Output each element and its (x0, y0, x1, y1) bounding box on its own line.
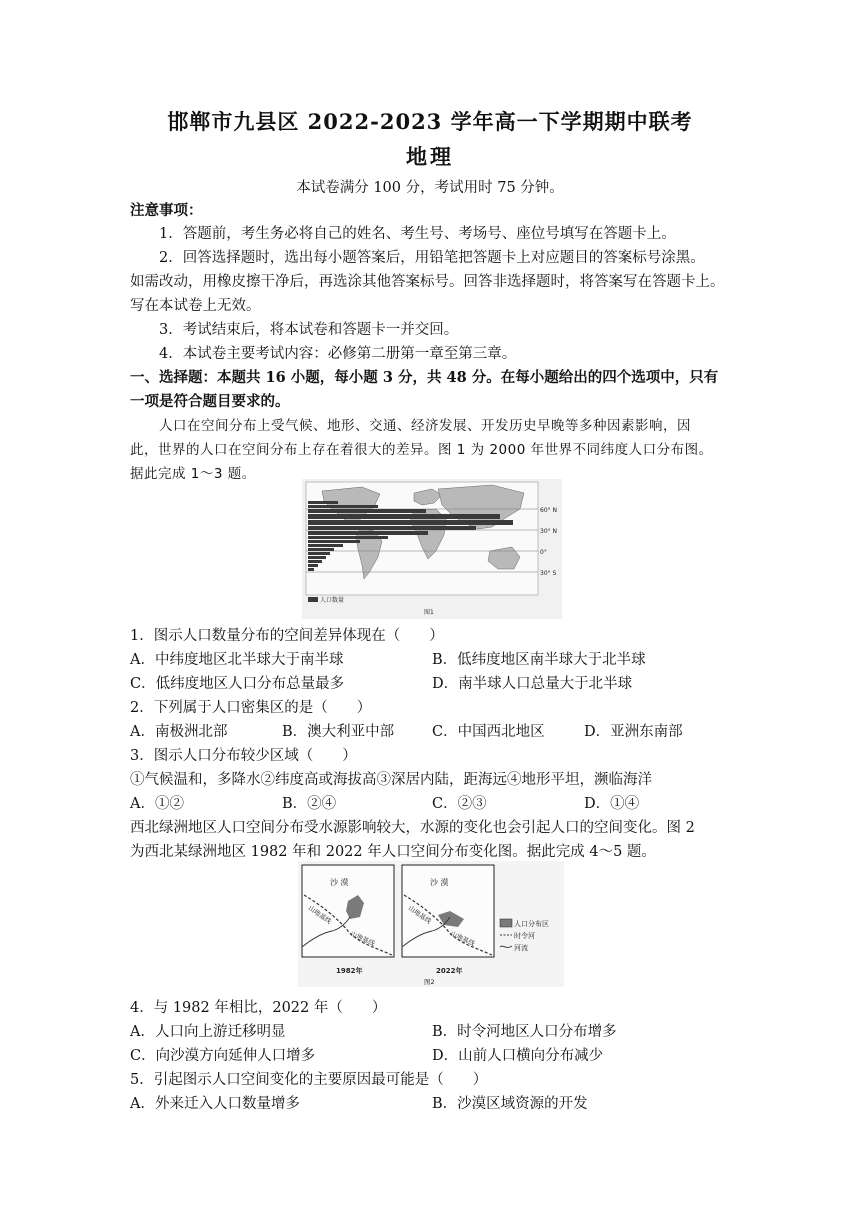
q3-option-c: C．②③ (432, 796, 487, 812)
subject-title: 地理 (406, 144, 454, 169)
q1-option-b: B．低纬度地区南半球大于北半球 (432, 652, 646, 668)
q2-option-a: A．南极洲北部 (130, 724, 228, 740)
question-4-stem: 4．与 1982 年相比，2022 年（ ） (130, 1000, 387, 1016)
passage-line: 此，世界的人口在空间分布上存在着很大的差异。图 1 为 2000 年世界不同纬度人口分布图。 (130, 442, 713, 458)
figure-caption: 图2 (424, 978, 435, 986)
legend-pop-swatch (500, 919, 512, 927)
lat-label: 0° (540, 549, 547, 556)
question-2-stem: 2．下列属于人口密集区的是（ ） (130, 700, 372, 716)
q1-option-d: D．南半球人口总量大于北半球 (432, 676, 633, 692)
figure-caption: 图1 (424, 609, 434, 616)
q5-option-a: A．外来迁入人口数量增多 (130, 1096, 300, 1112)
legend-seasonal-label: 时令河 (514, 932, 535, 940)
passage-line: 人口在空间分布上受气候、地形、交通、经济发展、开发历史早晚等多种因素影响，因 (159, 418, 691, 434)
desert-label: 沙 漠 (430, 878, 449, 887)
lat-label: 30° S (540, 570, 557, 577)
legend-swatch (308, 597, 318, 602)
year-label: 1982年 (336, 967, 363, 975)
foothill-label: 山地基线 (349, 929, 377, 948)
q3-statements: ①气候温和，多降水②纬度高或海拔高③深居内陆，距海远④地形平坦，濒临海洋 (130, 772, 652, 788)
q2-option-c: C．中国西北地区 (432, 724, 545, 740)
q1-option-c: C．低纬度地区人口分布总量最多 (130, 676, 345, 692)
notice-item: 写在本试卷上无效。 (130, 298, 261, 314)
lat-label: 30° N (540, 528, 558, 535)
legend-pop-label: 人口分布区 (514, 920, 549, 928)
question-1-stem: 1．图示人口数量分布的空间差异体现在（ ） (130, 628, 444, 644)
figure-1-population-map (302, 479, 562, 619)
foothill-label: 山地基线 (406, 904, 433, 926)
q5-option-b: B．沙漠区域资源的开发 (432, 1096, 588, 1112)
q4-option-b: B．时令河地区人口分布增多 (432, 1024, 617, 1040)
passage-line: 西北绿洲地区人口空间分布受水源影响较大，水源的变化也会引起人口的空间变化。图 2 (130, 820, 695, 836)
q3-option-a: A．①② (130, 796, 184, 812)
passage-line: 据此完成 1～3 题。 (130, 466, 256, 482)
section-heading: 一项是符合题目要求的。 (130, 393, 290, 410)
foothill-label: 山地基线 (306, 904, 333, 926)
year-label: 2022年 (436, 967, 463, 975)
desert-label: 沙 漠 (330, 878, 349, 887)
legend-label: 人口数量 (320, 597, 345, 604)
q4-option-d: D．山前人口横向分布减少 (432, 1048, 604, 1064)
exam-info: 本试卷满分 100 分，考试用时 75 分钟。 (296, 180, 564, 196)
notice-heading: 注意事项： (130, 202, 203, 219)
notice-item: 3．考试结束后，将本试卷和答题卡一并交回。 (159, 322, 459, 338)
notice-item: 2．回答选择题时，选出每小题答案后，用铅笔把答题卡上对应题目的答案标号涂黑。 (159, 250, 705, 266)
q1-option-a: A．中纬度地区北半球大于南半球 (130, 652, 344, 668)
passage-line: 为西北某绿洲地区 1982 年和 2022 年人口空间分布变化图。据此完成 4～5 题。 (130, 844, 656, 860)
q3-option-d: D．①④ (584, 796, 640, 812)
figure-2-oasis-map (298, 861, 564, 987)
notice-item: 4．本试卷主要考试内容：必修第二册第一章至第三章。 (159, 346, 517, 362)
exam-title: 邯郸市九县区 2022-2023 学年高一下学期期中联考 (167, 109, 693, 134)
question-3-stem: 3．图示人口分布较少区域（ ） (130, 748, 357, 764)
notice-item: 如需改动，用橡皮擦干净后，再选涂其他答案标号。回答非选择题时，将答案写在答题卡上。 (130, 274, 725, 290)
legend-river-label: 河流 (514, 944, 528, 952)
q4-option-c: C．向沙漠方向延伸人口增多 (130, 1048, 316, 1064)
section-heading: 一、选择题：本题共 16 小题，每小题 3 分，共 48 分。在每小题给出的四个选项中，只有 (130, 369, 719, 386)
lat-label: 60° N (540, 507, 558, 514)
q2-option-b: B．澳大利亚中部 (282, 724, 395, 740)
q3-option-b: B．②④ (282, 796, 337, 812)
q4-option-a: A．人口向上游迁移明显 (130, 1024, 286, 1040)
question-5-stem: 5．引起图示人口空间变化的主要原因最可能是（ ） (130, 1072, 488, 1088)
notice-item: 1．答题前，考生务必将自己的姓名、考生号、考场号、座位号填写在答题卡上。 (159, 226, 676, 242)
q2-option-d: D．亚洲东南部 (584, 724, 683, 740)
foothill-label: 山地基线 (449, 929, 477, 948)
